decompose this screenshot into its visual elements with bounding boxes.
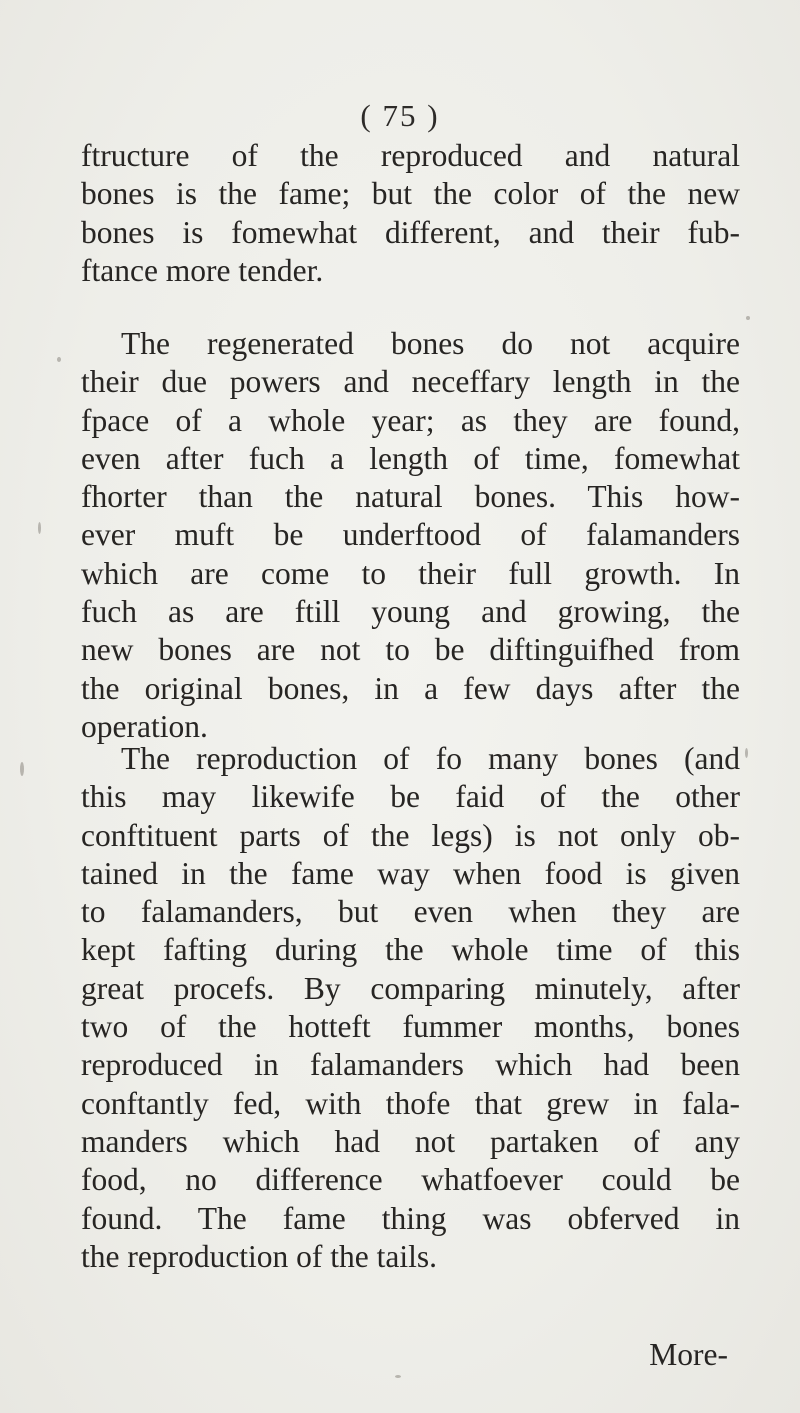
text-line: the original bones, in a few days after the [81,670,740,706]
text-line: great procefs. By comparing minutely, after [81,970,740,1006]
text-line: new bones are not to be diftinguifhed from [81,632,740,668]
catchword: More- [649,1337,728,1372]
paragraph-1 [81,137,740,290]
text-line: this may likewife be faid of the other [81,779,740,815]
paper-speck [38,522,41,534]
text-line: conftantly fed, with thofe that grew in fala- [81,1085,740,1121]
paper-speck [746,316,750,320]
text-line: fhorter than the natural bones. This how- [81,479,740,515]
text-line: ftance more tender. [81,252,324,288]
text-line: two of the hotteft fummer months, bones [81,1009,740,1045]
text-line: reproduced in falamanders which had been [81,1047,740,1083]
paper-speck [20,762,24,776]
paragraph-2 [81,325,740,746]
text-line: fuch as are ftill young and growing, the [81,594,740,630]
text-line: operation. [81,708,208,744]
paper-speck [745,748,748,758]
page-number: ( 75 ) [360,98,440,133]
text-line: found. The fame thing was obferved in [81,1200,740,1236]
text-line: tained in the fame way when food is given [81,855,740,891]
text-line: food, no difference whatfoever could be [81,1162,740,1198]
text-line: manders which had not partaken of any [81,1123,740,1159]
text-line: their due powers and neceffary length in the [81,364,740,400]
text-line: The regenerated bones do not acquire [121,326,740,361]
text-line: which are come to their full growth. In [81,555,740,591]
text-line: even after fuch a length of time, fomewhat [81,440,740,476]
text-line: bones is fomewhat different, and their fub- [81,214,740,250]
paper-speck [57,357,61,362]
text-line: bones is the fame; but the color of the new [81,176,740,212]
paper-speck [395,1375,401,1378]
paragraph-3 [81,740,740,1276]
text-line: to falamanders, but even when they are [81,894,740,930]
text-line: conftituent parts of the legs) is not only ob- [81,817,740,853]
text-line: ftructure of the reproduced and natural [81,138,740,173]
text-line: fpace of a whole year; as they are found, [81,402,740,438]
text-line: ever muft be underftood of falamanders [81,517,740,553]
text-line: kept fafting during the whole time of this [81,932,740,968]
text-line: the reproduction of the tails. [81,1238,438,1274]
text-line: The reproduction of fo many bones (and [121,741,740,776]
